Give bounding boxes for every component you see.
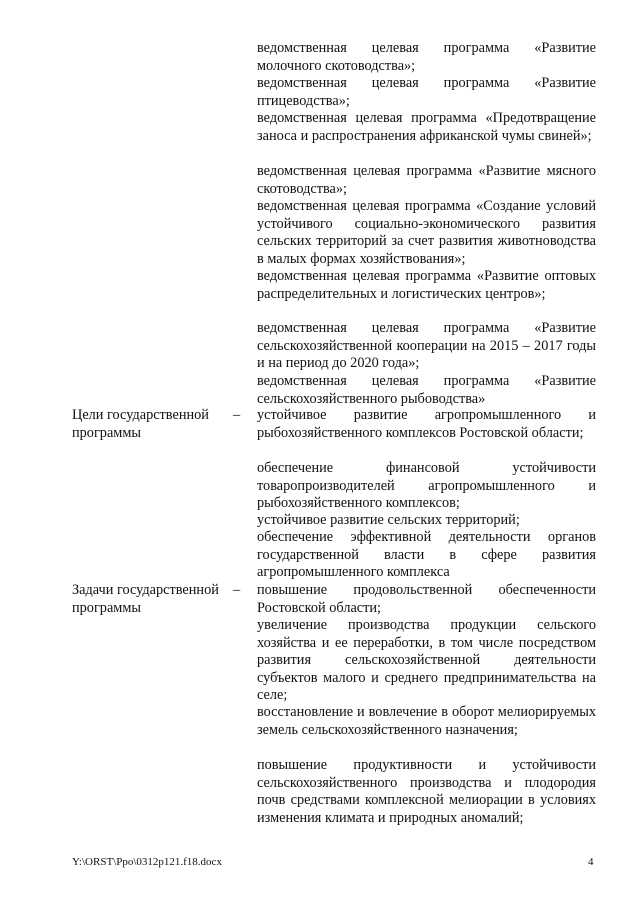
task-item: увеличение производства продукции сельского хозяйства и ее переработки, в том числе посредством развития сельскохозяйственной деятельности субъектов малого и среднего предпринимательства на селе;	[257, 617, 596, 703]
goals-dash: –	[233, 407, 241, 423]
program-item: ведомственная целевая программа «Развитие сельскохозяйственного рыбоводства»	[257, 373, 596, 407]
goals-label: Цели государственной программы	[72, 407, 209, 441]
program-item: ведомственная целевая программа «Развитие молочного скотоводства»;	[257, 40, 596, 74]
goal-item: обеспечение финансовой устойчивости товаропроизводителей агропромышленного и рыбохозяйственного комплексов;	[257, 460, 596, 511]
goal-item: устойчивое развитие сельских территорий;	[257, 512, 520, 528]
tasks-label: Задачи государственной программы	[72, 582, 219, 616]
program-item: ведомственная целевая программа «Развитие оптовых распределительных и логистических центров»;	[257, 268, 596, 302]
program-item: ведомственная целевая программа «Предотвращение заноса и распространения африканской чумы свиней»;	[257, 110, 596, 144]
footer-page-number: 4	[588, 856, 594, 868]
goal-item: обеспечение эффективной деятельности органов государственной власти в сфере развития агропромышленного комплекса	[257, 529, 596, 580]
task-item: повышение продуктивности и устойчивости сельскохозяйственного производства и плодородия почв средствами комплексной мелиорации в условиях изменения климата и природных аномалий;	[257, 757, 596, 826]
footer-file-path: Y:\ORST\Ppo\0312p121.f18.docx	[72, 856, 222, 868]
goal-item: устойчивое развитие агропромышленного и рыбохозяйственного комплексов Ростовской области;	[257, 407, 596, 441]
program-item: ведомственная целевая программа «Развитие мясного скотоводства»;	[257, 163, 596, 197]
program-item: ведомственная целевая программа «Создание условий устойчивого социально-экономического развития сельских территорий за счет развития животноводства в малых формах хозяйствования»;	[257, 198, 596, 267]
program-item: ведомственная целевая программа «Развитие сельскохозяйственной кооперации на 2015 – 2017 годы и на период до 2020 года»;	[257, 320, 596, 371]
task-item: повышение продовольственной обеспеченности Ростовской области;	[257, 582, 596, 616]
program-item: ведомственная целевая программа «Развитие птицеводства»;	[257, 75, 596, 109]
task-item: восстановление и вовлечение в оборот мелиорируемых земель сельскохозяйственного назначения;	[257, 704, 596, 738]
tasks-dash: –	[233, 582, 241, 598]
